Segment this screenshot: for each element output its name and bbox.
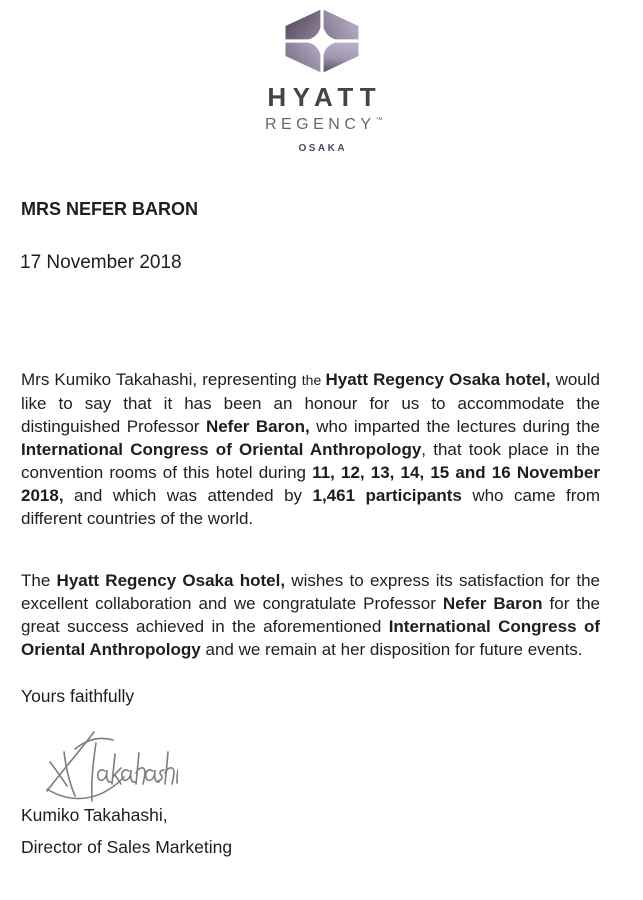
brand-location: OSAKA — [298, 143, 348, 154]
sender-title: Director of Sales Marketing — [21, 837, 233, 857]
trademark-symbol: ™ — [375, 117, 383, 124]
recipient-name: MRS NEFER BARON — [21, 199, 199, 219]
hyatt-logo-icon — [285, 8, 359, 74]
closing-salutation: Yours faithfully — [21, 686, 135, 706]
brand-subname: REGENCY™ — [264, 116, 383, 133]
letterhead — [0, 8, 643, 154]
body-paragraph-2: The Hyatt Regency Osaka hotel, wishes to express its satisfaction for the excellent collaboration and we congratulate Professor Nefer Baron for the great success achieved in the aforementioned International Congress of Oriental Anthropology and we remain at her disposition for future events. — [21, 571, 600, 659]
body-paragraph-1: Mrs Kumiko Takahashi, representing the Hyatt Regency Osaka hotel, would like to say that it has been an honour for us to accommodate the distinguished Professor Nefer Baron, who imparted the lectures during the International Congress of Oriental Anthropology, that took place in the convention rooms of this hotel during 11, 12, 13, 14, 15 and 16 November 2018, and which was attended by 1,461 participants who came from different countries of the world. — [21, 370, 601, 528]
letter-date: 17 November 2018 — [20, 252, 182, 273]
handwritten-signature-icon — [38, 720, 178, 815]
sender-name: Kumiko Takahashi, — [21, 805, 168, 825]
brand-wordmark: HYATT — [267, 82, 383, 112]
